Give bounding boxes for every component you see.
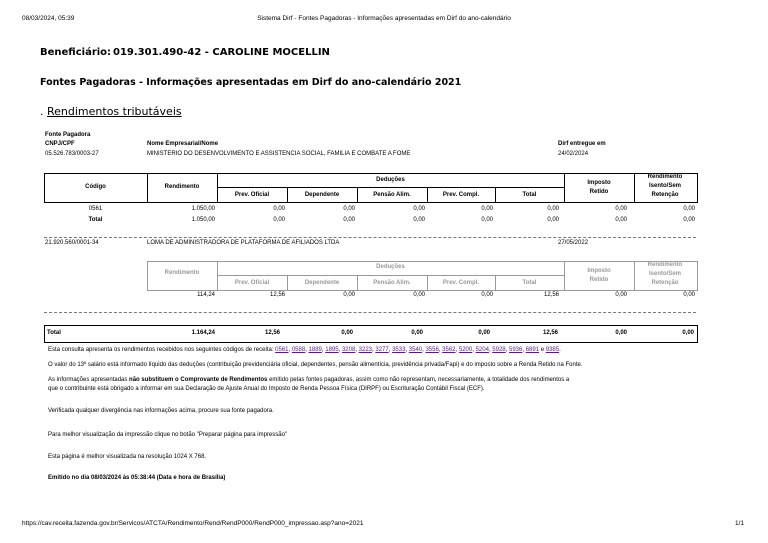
impressao-note: Para melhor visualização da impressão clique no botão "Preparar página para impressão"	[48, 432, 288, 438]
gt-prev-compl: 0,00	[478, 330, 490, 336]
row2-pensao: 0,00	[413, 217, 425, 223]
row1-pensao: 0,00	[413, 206, 425, 212]
t2-col-rendimento: Rendimento	[164, 270, 200, 276]
beneficiario-value: 019.301.490-42 - CAROLINE MOCELLIN	[113, 47, 330, 58]
codes-list: 0561, 0588, 1889, 1895, 3208, 3223, 3277, 3533, 3540, 3556, 3562, 5200, 5204, 5928, 5936, 6891 e 9385.	[275, 347, 561, 353]
fonte1-nome: MINISTERIO DO DESENVOLVIMENTO E ASSISTENCIA SOCIAL, FAMILIA E COMBATE A FOME	[147, 151, 411, 157]
gt-total: 12,56	[542, 330, 558, 336]
divergencia-note: Verificada qualquer divergência nas informações acima, procure sua fonte pagadora.	[48, 408, 274, 414]
aviso-note-1	[48, 376, 569, 385]
t2-col-isento-1: Rendimento	[647, 262, 683, 268]
codes-and: e	[540, 347, 546, 353]
col-isento-1: Rendimento	[647, 174, 683, 180]
beneficiario-label: Beneficiário:	[40, 47, 112, 58]
row1-isento: 0,00	[683, 206, 695, 212]
col-pensao: Pensão Alim.	[373, 192, 411, 198]
col-imposto-2: Retido	[589, 189, 609, 195]
f2-dependente: 0,00	[343, 292, 355, 298]
row1-prev-compl: 0,00	[481, 206, 493, 212]
col-prev-compl: Prev. Compl.	[442, 192, 480, 198]
resolucao-note: Esta página é melhor visualizada na resolução 1024 X 768.	[48, 454, 207, 460]
fonte2-nome: LOMA DE ADMINISTRADORA DE PLATAFORMA DE AFILIADOS LTDA	[147, 240, 340, 246]
col-imposto-1: Imposto	[587, 180, 611, 186]
fonte2-cnpj: 21.920.560/0001-34	[45, 240, 99, 246]
f2-prev-compl: 0,00	[481, 292, 493, 298]
aviso-c: emitido pelas fontes pagadoras, assim como não representam, necessariamente, a totalidade dos rendimentos a	[267, 377, 570, 383]
col-deducoes: Deduções	[376, 177, 405, 183]
t2-col-prev-oficial: Prev. Oficial	[234, 280, 270, 286]
col-rendimento: Rendimento	[164, 184, 200, 190]
codes-note	[48, 346, 561, 355]
t2-col-isento-2: Isento/Sem	[648, 271, 681, 277]
gt-isento: 0,00	[682, 330, 694, 336]
row2-prev-oficial: 0,00	[273, 217, 285, 223]
fonte1-dirf-data: 24/02/2024	[558, 151, 589, 157]
grand-total-label: Total	[47, 330, 61, 336]
section-title	[40, 105, 182, 118]
aviso-a: As informações apresentadas	[48, 377, 130, 383]
code-link-5200[interactable]: 5200	[458, 347, 473, 353]
emitido-note: Emitido no dia 08/03/2024 às 05:38:44 (Data e hora de Brasília)	[48, 475, 226, 481]
row1-codigo: 0561	[88, 206, 103, 212]
cnpj-label: CNPJ/CPF	[45, 141, 75, 147]
row1-dependente: 0,00	[343, 206, 355, 212]
t2-col-dependente: Dependente	[304, 280, 340, 286]
page-title: Fontes Pagadoras - Informações apresentadas em Dirf do ano-calendário 2021	[40, 77, 462, 88]
fonte-pagadora-label: Fonte Pagadora	[45, 132, 91, 138]
code-link-3540[interactable]: 3540	[408, 347, 423, 353]
row1-total: 0,00	[547, 206, 559, 212]
t2-col-deducoes: Deduções	[376, 264, 405, 270]
col-isento-2: Isento/Sem	[648, 183, 681, 189]
row2-total: 0,00	[547, 217, 559, 223]
code-link-0588[interactable]: 0588	[291, 347, 306, 353]
divider	[44, 312, 696, 313]
code-link-5204[interactable]: 5204	[475, 347, 489, 353]
col-codigo: Código	[85, 184, 106, 190]
f2-rendimento: 114,24	[197, 292, 215, 298]
f2-prev-oficial: 12,56	[269, 292, 285, 298]
code-link-3223[interactable]: 3223	[358, 347, 373, 353]
row2-isento: 0,00	[683, 217, 695, 223]
t2-col-prev-compl: Prev. Compl.	[442, 280, 480, 286]
col-total: Total	[522, 192, 537, 198]
fonte1-cnpj: 05.526.783/0003-27	[45, 151, 99, 157]
decimo-note: O valor do 13º salário está informado líquido das deduções (contribuição previdenciária oficial, dependentes, pensão alimentícia, previdência privada/Fapi) e do imposto sobre a Renda Retido na Fonte.	[48, 362, 583, 368]
code-link-9385[interactable]: 9385	[545, 347, 560, 353]
code-link-5936[interactable]: 5936	[508, 347, 523, 353]
print-page-title: Sistema Dirf - Fontes Pagadoras - Informações apresentadas em Dirf do ano-calendário	[257, 15, 511, 22]
t2-col-imposto-1: Imposto	[587, 268, 611, 274]
t2-col-total: Total	[522, 280, 537, 286]
row2-codigo: Total	[88, 217, 103, 223]
gt-rendimento: 1.164,24	[191, 330, 215, 336]
aviso-b: não substituem o Comprovante de Rendimentos	[129, 377, 268, 383]
footer-url: https://cav.receita.fazenda.gov.br/Servicos/ATCTA/Rendimento/Rend/RendP000/RendP000_impressao.asp?ano=2021	[22, 520, 364, 527]
f2-pensao: 0,00	[413, 292, 425, 298]
code-link-0561[interactable]: 0561	[275, 347, 289, 353]
fonte2-dirf-data: 27/05/2022	[558, 240, 589, 246]
row2-rendimento: 1.050,00	[191, 217, 215, 223]
row2-dependente: 0,00	[343, 217, 355, 223]
row1-prev-oficial: 0,00	[273, 206, 285, 212]
code-link-3208[interactable]: 3208	[341, 347, 356, 353]
col-prev-oficial: Prev. Oficial	[234, 192, 270, 198]
row1-rendimento: 1.050,00	[191, 206, 215, 212]
row2-imposto: 0,00	[615, 217, 627, 223]
gt-imposto: 0,00	[615, 330, 627, 336]
t2-col-imposto-2: Retido	[589, 277, 609, 283]
row1-imposto: 0,00	[615, 206, 627, 212]
col-isento-3: Retenção	[651, 192, 679, 198]
code-link-3556[interactable]: 3556	[425, 347, 439, 353]
section-prefix: .	[40, 105, 44, 118]
code-link-3562[interactable]: 3562	[442, 347, 456, 353]
aviso-note-2: que o contribuinte está obrigado a informar em sua Declaração de Ajuste Anual do Imposto de Renda Pessoa Física (DIRPF) ou Escrituração Contábil Fiscal (ECF).	[48, 386, 485, 392]
gt-pensao: 0,00	[411, 330, 423, 336]
gt-dependente: 0,00	[341, 330, 353, 336]
code-link-1895[interactable]: 1895	[325, 347, 339, 353]
print-datetime: 08/03/2024, 05:39	[22, 15, 75, 22]
dirf-label: Dirf entregue em	[558, 141, 606, 147]
row2-prev-compl: 0,00	[481, 217, 493, 223]
gt-prev-oficial: 12,56	[264, 330, 280, 336]
code-link-3277[interactable]: 3277	[375, 347, 389, 353]
section-label: Rendimentos tributáveis	[47, 105, 182, 118]
footer-page: 1/1	[735, 520, 745, 527]
f2-isento: 0,00	[683, 292, 695, 298]
code-link-3533[interactable]: 3533	[392, 347, 406, 353]
col-dependente: Dependente	[304, 192, 340, 198]
code-link-6891[interactable]: 6891	[525, 347, 540, 353]
codes-intro: Esta consulta apresenta os rendimentos recebidos nos seguintes códigos de receita:	[48, 347, 274, 353]
code-link-5928[interactable]: 5928	[492, 347, 506, 353]
nome-label: Nome Empresarial/Nome	[147, 141, 219, 147]
f2-imposto: 0,00	[615, 292, 627, 298]
t2-col-isento-3: Retenção	[651, 280, 679, 286]
divider	[44, 237, 696, 238]
t2-col-pensao: Pensão Alim.	[373, 280, 411, 286]
code-link-1889[interactable]: 1889	[308, 347, 322, 353]
f2-total: 12,56	[543, 292, 559, 298]
